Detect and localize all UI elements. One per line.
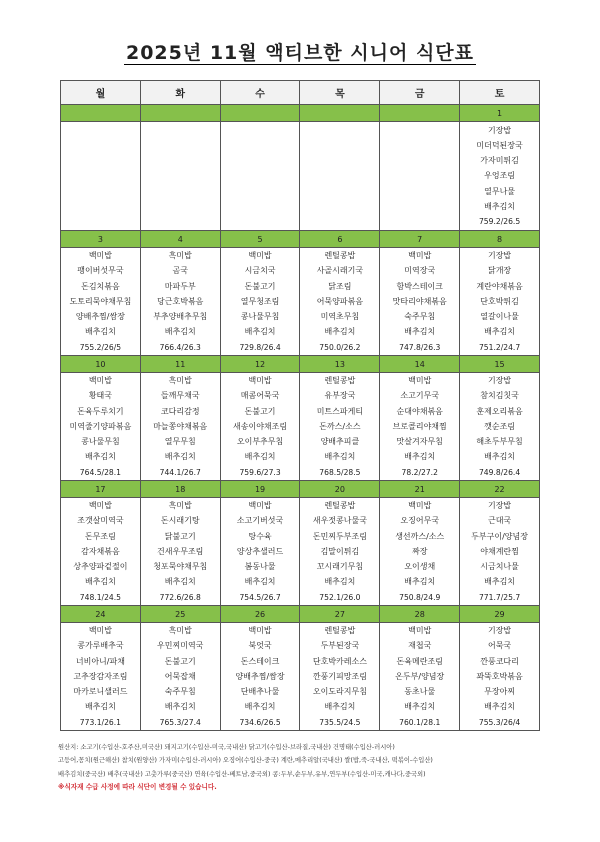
menu-item: 새우젓콩나물국 — [312, 516, 367, 526]
menu-cell — [140, 248, 220, 356]
menu-item: 미역초무침 — [320, 312, 360, 322]
menu-item: 온두부/양념장 — [395, 671, 445, 681]
date-cell: 13 — [300, 356, 380, 373]
menu-item: 두부된장국 — [320, 641, 360, 651]
nutrition-value: 78.2/27.2 — [401, 467, 438, 477]
menu-item: 상추양파겉절이 — [73, 562, 128, 572]
menu-item: 돈무조림 — [84, 531, 116, 541]
menu-cell — [300, 122, 380, 231]
menu-item: 부추양배추무침 — [153, 312, 208, 322]
page-title — [0, 38, 600, 65]
menu-cell — [61, 373, 141, 481]
menu-cell — [140, 373, 220, 481]
menu-item: 배추김치 — [484, 577, 516, 587]
nutrition-value: 760.1/28.1 — [399, 717, 441, 727]
nutrition-value: 735.5/24.5 — [319, 717, 361, 727]
menu-item: 생선까스/소스 — [395, 531, 445, 541]
menu-item: 돈김치볶음 — [81, 281, 120, 291]
menu-item: 배추김치 — [244, 577, 276, 587]
menu-item: 돈민찌두부조림 — [312, 531, 367, 541]
menu-item: 배추김치 — [244, 327, 276, 337]
menu-cell — [61, 498, 141, 606]
menu-item: 흑미밥 — [168, 376, 192, 386]
menu-item: 짜장 — [411, 546, 428, 556]
menu-item: 흑미밥 — [168, 251, 192, 261]
menu-cell — [220, 122, 300, 231]
date-cell: 14 — [380, 356, 460, 373]
menu-item: 닭개장 — [487, 266, 512, 276]
menu-item: 배추김치 — [164, 327, 196, 337]
nutrition-value: 771.7/25.7 — [478, 592, 521, 602]
menu-item: 백미밥 — [248, 251, 272, 261]
menu-item: 근대국 — [487, 516, 512, 526]
menu-item: 배추김치 — [164, 452, 196, 462]
menu-item: 어묵국 — [487, 641, 512, 651]
menu-item: 감자채볶음 — [81, 546, 120, 556]
menu-item: 백미밥 — [408, 626, 432, 636]
date-cell: 21 — [380, 481, 460, 498]
menu-item: 곰국 — [172, 266, 188, 276]
nutrition-value: 750.0/26.2 — [319, 342, 361, 352]
nutrition-value: 748.1/24.5 — [79, 592, 122, 602]
menu-item: 콩나물무침 — [81, 437, 120, 447]
menu-item: 소고기버섯국 — [236, 516, 284, 526]
menu-item: 황태국 — [88, 391, 112, 401]
menu-item: 배추김치 — [324, 452, 356, 462]
date-cell — [380, 105, 460, 122]
menu-item: 미트스파게티 — [316, 406, 364, 416]
menu-cell — [380, 122, 460, 231]
menu-item: 숙주무침 — [404, 312, 436, 322]
menu-item: 돈스테이크 — [240, 656, 280, 666]
menu-cell — [300, 373, 380, 481]
nutrition-value: 751.2/24.7 — [478, 342, 521, 352]
menu-item: 고추장감자조림 — [73, 671, 128, 681]
menu-item: 돈시래기탕 — [160, 516, 200, 526]
nutrition-value: 755.3/26/4 — [478, 717, 521, 727]
menu-cell — [460, 498, 540, 606]
date-row — [61, 356, 540, 373]
nutrition-value: 764.5/28.1 — [79, 467, 122, 477]
menu-item: 깻순조림 — [484, 421, 516, 431]
nutrition-value: 772.6/26.8 — [159, 592, 201, 602]
menu-item: 깐풍코다리 — [480, 656, 519, 666]
menu-cell — [61, 122, 141, 231]
nutrition-value: 744.1/26.7 — [159, 467, 201, 477]
menu-item: 단호박카레소스 — [312, 656, 367, 666]
menu-item: 사골시래기국 — [316, 266, 364, 276]
menu-item: 어묵잡채 — [164, 671, 196, 681]
menu-item: 꼬시래기무침 — [316, 562, 364, 572]
menu-item: 마카로니샐러드 — [73, 687, 128, 697]
menu-item: 백미밥 — [408, 376, 432, 386]
menu-item: 돈육두루치기 — [77, 406, 124, 416]
menu-item: 단호박튀김 — [480, 296, 519, 306]
nutrition-value: 766.4/26.3 — [159, 342, 201, 352]
weekday-header: 수 — [220, 81, 300, 105]
date-row — [61, 231, 540, 248]
menu-item: 열갈이나물 — [480, 312, 519, 322]
menu-item: 백미밥 — [88, 376, 112, 386]
menu-item: 흑미밥 — [168, 626, 192, 636]
menu-item: 렌틸콩밥 — [324, 251, 356, 261]
menu-item: 미역줄기양파볶음 — [69, 421, 132, 431]
menu-item: 배추김치 — [84, 702, 116, 712]
menu-item: 청포묵야채무침 — [153, 562, 208, 572]
menu-item: 팽이버섯무국 — [77, 266, 124, 276]
menu-item: 콩나물무침 — [240, 312, 280, 322]
menu-item: 배추김치 — [84, 452, 116, 462]
date-cell: 15 — [460, 356, 540, 373]
menu-item: 오이생채 — [404, 562, 436, 572]
menu-item: 마늘쫑야채볶음 — [153, 421, 208, 431]
origin-line: 배추김치(중국산) 배추(국내산) 고춧가루(중국산) 연육(수입산-베트남,중국외) 콩:두부,순두부,유부,연두부(수입산-미국,캐나다,중국외) — [58, 770, 426, 778]
menu-item: 탕수육 — [248, 531, 272, 541]
menu-cell — [220, 373, 300, 481]
weekday-header: 월 — [61, 81, 141, 105]
menu-cell — [380, 498, 460, 606]
menu-item: 우민찌미역국 — [157, 641, 204, 651]
menu-item: 배추김치 — [164, 577, 196, 587]
menu-item: 돈불고기 — [244, 281, 276, 291]
menu-item: 맛타리야채볶음 — [392, 296, 447, 306]
menu-cell — [460, 373, 540, 481]
menu-item: 계란야채볶음 — [476, 281, 523, 291]
menu-cell — [140, 498, 220, 606]
menu-cell — [380, 373, 460, 481]
menu-item: 배추김치 — [84, 327, 116, 337]
date-cell: 11 — [140, 356, 220, 373]
menu-item: 도토리묵야채무침 — [69, 296, 132, 306]
menu-cell — [220, 498, 300, 606]
menu-item: 함박스테이크 — [396, 281, 443, 291]
date-cell: 19 — [220, 481, 300, 498]
nutrition-value: 729.8/26.4 — [239, 342, 281, 352]
menu-item: 렌틸콩밥 — [324, 626, 356, 636]
date-cell: 12 — [220, 356, 300, 373]
date-cell — [300, 105, 380, 122]
menu-item: 봄동나물 — [244, 562, 276, 572]
menu-item: 순대야채볶음 — [396, 406, 443, 416]
menu-item: 배추김치 — [324, 577, 356, 587]
date-row — [61, 105, 540, 122]
menu-row — [61, 248, 540, 356]
menu-item: 배추김치 — [164, 702, 196, 712]
menu-item: 백미밥 — [88, 501, 112, 511]
menu-item: 배추김치 — [404, 577, 436, 587]
date-cell — [220, 105, 300, 122]
menu-item: 백미밥 — [408, 251, 432, 261]
menu-item: 해초두부무침 — [476, 437, 523, 447]
date-cell: 10 — [61, 356, 141, 373]
menu-item: 가자미튀김 — [480, 156, 519, 166]
date-cell: 24 — [61, 606, 141, 623]
date-cell — [61, 105, 141, 122]
menu-item: 김말이튀김 — [320, 546, 360, 556]
menu-item: 두부구이/양념장 — [471, 531, 528, 541]
menu-item: 오이도라지무침 — [312, 687, 367, 697]
menu-item: 유부장국 — [324, 391, 356, 401]
menu-row — [61, 498, 540, 606]
menu-item: 양배추피클 — [320, 437, 360, 447]
menu-cell — [140, 623, 220, 731]
menu-item: 마파두부 — [164, 281, 196, 291]
menu-item: 시금치나물 — [480, 562, 519, 572]
menu-item: 우엉조림 — [484, 171, 516, 181]
nutrition-value: 750.8/24.9 — [399, 592, 441, 602]
footer — [58, 741, 433, 794]
menu-cell — [460, 623, 540, 731]
nutrition-value: 747.8/26.3 — [399, 342, 441, 352]
menu-item: 미역장국 — [404, 266, 436, 276]
menu-item: 코다리감정 — [160, 406, 200, 416]
menu-row — [61, 373, 540, 481]
date-cell: 26 — [220, 606, 300, 623]
date-cell: 22 — [460, 481, 540, 498]
menu-item: 돈불고기 — [244, 406, 276, 416]
menu-cell — [380, 248, 460, 356]
menu-cell — [140, 122, 220, 231]
menu-cell — [220, 248, 300, 356]
menu-item: 배추김치 — [404, 702, 436, 712]
date-cell: 27 — [300, 606, 380, 623]
menu-item: 배추김치 — [244, 452, 276, 462]
menu-item: 렌틸콩밥 — [324, 501, 356, 511]
menu-cell — [300, 623, 380, 731]
menu-item: 배추김치 — [484, 702, 516, 712]
menu-item: 배추김치 — [404, 327, 436, 337]
nutrition-value: 759.2/26.5 — [478, 217, 521, 226]
menu-cell — [220, 623, 300, 731]
date-cell: 17 — [61, 481, 141, 498]
menu-item: 기장밥 — [487, 125, 512, 135]
menu-item: 백미밥 — [248, 376, 272, 386]
menu-row — [61, 623, 540, 731]
menu-item: 새송이야채조림 — [233, 421, 288, 431]
menu-cell — [300, 248, 380, 356]
menu-item: 들깨무채국 — [160, 391, 200, 401]
menu-item: 닭조림 — [328, 281, 352, 291]
menu-cell — [61, 248, 141, 356]
nutrition-value: 752.1/26.0 — [319, 592, 361, 602]
date-cell: 5 — [220, 231, 300, 248]
nutrition-value: 749.8/26.4 — [478, 467, 521, 477]
menu-item: 배추김치 — [324, 702, 356, 712]
menu-item: 기장밥 — [487, 251, 512, 261]
nutrition-value: 754.5/26.7 — [239, 592, 281, 602]
date-cell: 7 — [380, 231, 460, 248]
date-cell: 29 — [460, 606, 540, 623]
menu-item: 배추김치 — [244, 702, 276, 712]
menu-item: 양배추찜/쌈장 — [235, 671, 285, 681]
date-cell: 25 — [140, 606, 220, 623]
menu-cell — [460, 248, 540, 356]
nutrition-value: 759.6/27.3 — [239, 467, 281, 477]
date-cell: 28 — [380, 606, 460, 623]
menu-item: 백미밥 — [248, 626, 272, 636]
date-cell: 3 — [61, 231, 141, 248]
nutrition-value: 734.6/26.5 — [239, 717, 281, 727]
menu-item: 오이부추무침 — [236, 437, 284, 447]
menu-item: 닭불고기 — [164, 531, 196, 541]
menu-item: 조갯살미역국 — [77, 516, 124, 526]
menu-item: 배추김치 — [484, 327, 516, 337]
menu-item: 동초나물 — [404, 687, 436, 697]
menu-table — [60, 80, 540, 731]
weekday-header: 금 — [380, 81, 460, 105]
menu-item: 배추김치 — [324, 327, 356, 337]
origin-line: 고등어,꽁치(원근해산) 참치(원양산) 가자미(수입산-러시아) 오징어(수입산-중국) 계란,메추리알(국내산) 쌀(밥,죽-국내산, 떡볶이-수입산) — [58, 757, 433, 765]
weekday-header: 목 — [300, 81, 380, 105]
date-cell: 1 — [460, 105, 540, 122]
menu-item: 돈불고기 — [164, 656, 196, 666]
menu-item: 재첩국 — [408, 641, 432, 651]
weekday-header: 토 — [460, 81, 540, 105]
menu-item: 무장아찌 — [484, 687, 516, 697]
date-cell: 20 — [300, 481, 380, 498]
date-cell: 6 — [300, 231, 380, 248]
nutrition-value: 773.1/26.1 — [79, 717, 122, 727]
menu-item: 렌틸콩밥 — [324, 376, 356, 386]
menu-item: 건새우무조림 — [157, 546, 204, 556]
menu-item: 백미밥 — [88, 626, 112, 636]
menu-item: 배추김치 — [404, 452, 436, 462]
menu-item: 백미밥 — [88, 251, 112, 261]
menu-cell — [300, 498, 380, 606]
menu-item: 백미밥 — [408, 501, 432, 511]
menu-item: 북엇국 — [248, 641, 272, 651]
menu-item: 어묵양파볶음 — [316, 296, 364, 306]
menu-row — [61, 122, 540, 231]
menu-item: 열무무침 — [164, 437, 196, 447]
menu-item: 돈육메란조림 — [396, 656, 443, 666]
menu-item: 배추김치 — [484, 201, 516, 211]
nutrition-value: 755.2/26/5 — [79, 342, 122, 352]
menu-item: 배추김치 — [484, 452, 516, 462]
weekday-header: 화 — [140, 81, 220, 105]
date-cell: 18 — [140, 481, 220, 498]
menu-cell — [61, 623, 141, 731]
date-cell: 4 — [140, 231, 220, 248]
menu-item: 훈제오리볶음 — [476, 406, 523, 416]
menu-item: 돈까스/소스 — [319, 421, 361, 431]
menu-cell — [380, 623, 460, 731]
menu-item: 기장밥 — [487, 626, 512, 636]
menu-item: 배추김치 — [84, 577, 116, 587]
change-notice: ※식자재 수급 사정에 따라 식단이 변경될 수 있습니다. — [58, 782, 217, 791]
menu-item: 콩가루배추국 — [77, 641, 124, 651]
date-cell — [140, 105, 220, 122]
menu-item: 미더덕된장국 — [476, 140, 523, 150]
weekday-header-row — [61, 81, 540, 105]
title-text: 2025년 11월 액티브한 시니어 식단표 — [125, 42, 475, 64]
menu-item: 브로콜리야채찜 — [392, 421, 447, 431]
menu-item: 열무청조림 — [240, 296, 280, 306]
menu-item: 백미밥 — [248, 501, 272, 511]
menu-item: 당근호박볶음 — [157, 296, 204, 306]
menu-item: 양배추찜/쌈장 — [75, 312, 125, 322]
nutrition-value: 768.5/28.5 — [319, 467, 361, 477]
menu-item: 소고기무국 — [400, 391, 440, 401]
menu-cell — [460, 122, 540, 231]
menu-item: 야채계란찜 — [480, 546, 519, 556]
menu-item: 숙주무침 — [164, 687, 196, 697]
menu-item: 꽈뚝호박볶음 — [476, 671, 523, 681]
menu-item: 기장밥 — [487, 501, 512, 511]
menu-item: 시금치국 — [244, 266, 276, 276]
menu-item: 맛살겨자무침 — [396, 437, 443, 447]
menu-item: 참치김칫국 — [480, 391, 519, 401]
date-row — [61, 481, 540, 498]
menu-item: 양상추샐러드 — [236, 546, 284, 556]
menu-item: 오징어무국 — [400, 516, 440, 526]
menu-item: 기장밥 — [487, 376, 512, 386]
menu-item: 열무나물 — [484, 186, 516, 196]
nutrition-value: 765.3/27.4 — [159, 717, 201, 727]
menu-item: 매콤어묵국 — [240, 391, 280, 401]
origin-line: 원산지: 소고기(수입산-호주산,미국산) 돼지고기(수입산-미국,국내산) 닭고기(수입산-브라질,국내산) 건명태(수입산-러시아) — [58, 744, 395, 751]
menu-item: 흑미밥 — [168, 501, 192, 511]
menu-item: 단배추나물 — [240, 687, 280, 697]
menu-item: 너비아니/파채 — [75, 656, 125, 666]
menu-item: 깐풍기피망조림 — [312, 671, 367, 681]
date-cell: 8 — [460, 231, 540, 248]
date-row — [61, 606, 540, 623]
